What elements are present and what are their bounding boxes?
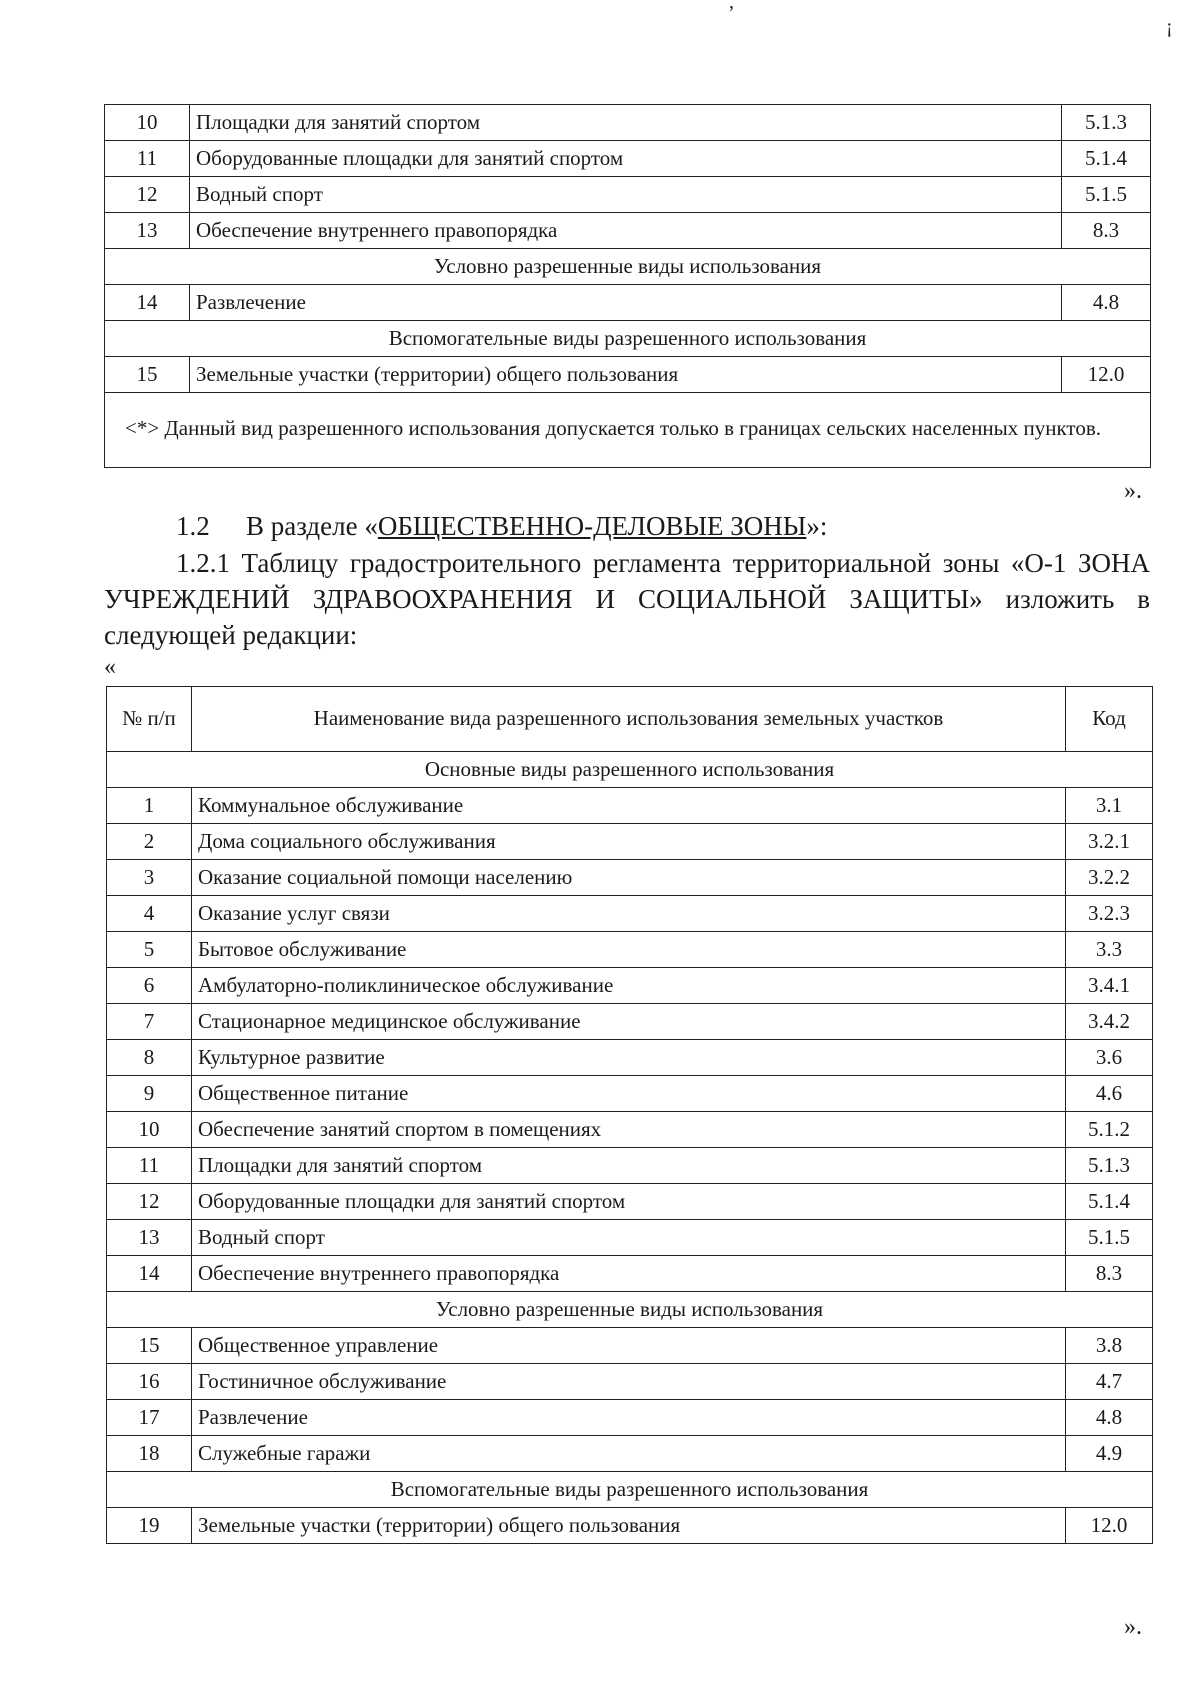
header-number: № п/п: [107, 687, 192, 752]
section-row: [105, 249, 1151, 285]
row-name: Обеспечение внутреннего правопорядка: [192, 1256, 1066, 1292]
scan-mark: ¡: [1166, 16, 1173, 38]
row-number: 15: [107, 1328, 192, 1364]
table-row: [107, 932, 1153, 968]
row-code: 8.3: [1066, 1256, 1153, 1292]
row-name: Развлечение: [190, 285, 1062, 321]
section-row: [105, 321, 1151, 357]
row-name: Водный спорт: [192, 1220, 1066, 1256]
row-number: 2: [107, 824, 192, 860]
table-row: [107, 1076, 1153, 1112]
row-name: Общественное питание: [192, 1076, 1066, 1112]
table-body: [107, 752, 1153, 1544]
closing-quote: ».: [1124, 478, 1142, 504]
row-name: Амбулаторно-поликлиническое обслуживание: [192, 968, 1066, 1004]
row-code: 4.6: [1066, 1076, 1153, 1112]
table-row: [107, 896, 1153, 932]
row-code: 12.0: [1066, 1508, 1153, 1544]
row-code: 3.4.2: [1066, 1004, 1153, 1040]
row-number: 12: [105, 177, 190, 213]
section-prefix: В разделе «: [246, 511, 378, 541]
row-name: Развлечение: [192, 1400, 1066, 1436]
row-number: 18: [107, 1436, 192, 1472]
row-name: Площадки для занятий спортом: [192, 1148, 1066, 1184]
table-row: [105, 105, 1151, 141]
row-number: 11: [107, 1148, 192, 1184]
row-code: 12.0: [1062, 357, 1151, 393]
row-code: 3.3: [1066, 932, 1153, 968]
row-name: Культурное развитие: [192, 1040, 1066, 1076]
row-number: 10: [107, 1112, 192, 1148]
row-code: 3.1: [1066, 788, 1153, 824]
table-row: [107, 860, 1153, 896]
row-name: Стационарное медицинское обслуживание: [192, 1004, 1066, 1040]
row-code: 4.7: [1066, 1364, 1153, 1400]
table-row: [107, 1112, 1153, 1148]
table-row: [107, 968, 1153, 1004]
header-code: Код: [1066, 687, 1153, 752]
row-code: 5.1.2: [1066, 1112, 1153, 1148]
table-row: [107, 1184, 1153, 1220]
row-code: 3.2.3: [1066, 896, 1153, 932]
note-row: [105, 393, 1151, 468]
opening-quote: «: [104, 654, 116, 680]
row-name: Площадки для занятий спортом: [190, 105, 1062, 141]
row-code: 3.2.2: [1066, 860, 1153, 896]
table-row: [107, 788, 1153, 824]
table-row: [105, 177, 1151, 213]
row-number: 1: [107, 788, 192, 824]
row-code: 4.8: [1062, 285, 1151, 321]
table-row: [107, 1400, 1153, 1436]
row-number: 14: [105, 285, 190, 321]
row-number: 17: [107, 1400, 192, 1436]
regulation-table-o1: [106, 686, 1153, 1544]
section-title: Условно разрешенные виды использования: [105, 249, 1151, 285]
table-row: [107, 824, 1153, 860]
row-number: 15: [105, 357, 190, 393]
row-name: Общественное управление: [192, 1328, 1066, 1364]
row-number: 13: [107, 1220, 192, 1256]
row-code: 5.1.3: [1066, 1148, 1153, 1184]
row-code: 5.1.5: [1066, 1220, 1153, 1256]
row-name: Служебные гаражи: [192, 1436, 1066, 1472]
row-name: Оказание услуг связи: [192, 896, 1066, 932]
row-number: 9: [107, 1076, 192, 1112]
row-code: 5.1.3: [1062, 105, 1151, 141]
regulation-table-continued: [104, 104, 1151, 468]
row-name: Земельные участки (территории) общего пользования: [192, 1508, 1066, 1544]
row-name: Бытовое обслуживание: [192, 932, 1066, 968]
row-number: 7: [107, 1004, 192, 1040]
row-name: Обеспечение внутреннего правопорядка: [190, 213, 1062, 249]
row-number: 11: [105, 141, 190, 177]
section-row: [107, 1472, 1153, 1508]
section-title: Вспомогательные виды разрешенного использования: [107, 1472, 1153, 1508]
table-row: [105, 357, 1151, 393]
row-number: 8: [107, 1040, 192, 1076]
row-name: Оборудованные площадки для занятий спортом: [190, 141, 1062, 177]
table-row: [107, 1328, 1153, 1364]
section-row: [107, 1292, 1153, 1328]
table-header-row: [107, 687, 1153, 752]
section-row: [107, 752, 1153, 788]
table-row: [107, 1220, 1153, 1256]
row-number: 5: [107, 932, 192, 968]
section-heading: [176, 508, 827, 544]
table-row: [107, 1004, 1153, 1040]
table-row: [105, 285, 1151, 321]
row-code: 3.8: [1066, 1328, 1153, 1364]
row-code: 4.8: [1066, 1400, 1153, 1436]
row-code: 5.1.4: [1062, 141, 1151, 177]
section-title-underlined: ОБЩЕСТВЕННО-ДЕЛОВЫЕ ЗОНЫ: [377, 511, 807, 541]
scan-mark: ’: [728, 2, 735, 24]
row-name: Гостиничное обслуживание: [192, 1364, 1066, 1400]
table-row: [107, 1256, 1153, 1292]
row-code: 3.4.1: [1066, 968, 1153, 1004]
instruction-paragraph: 1.2.1 Таблицу градостроительного регламента территориальной зоны «О-1 ЗОНА УЧРЕЖДЕНИЙ ЗДРАВООХРАНЕНИЯ И СОЦИАЛЬНОЙ ЗАЩИТЫ» изложить в следующей редакции:: [104, 548, 1150, 650]
section-suffix: »:: [806, 511, 828, 541]
row-name: Водный спорт: [190, 177, 1062, 213]
row-number: 19: [107, 1508, 192, 1544]
section-title: Вспомогательные виды разрешенного использования: [105, 321, 1151, 357]
row-number: 10: [105, 105, 190, 141]
row-code: 5.1.5: [1062, 177, 1151, 213]
row-name: Оборудованные площадки для занятий спортом: [192, 1184, 1066, 1220]
row-number: 16: [107, 1364, 192, 1400]
table-row: [107, 1508, 1153, 1544]
table-footnote: <*> Данный вид разрешенного использования допускается только в границах сельских населенных пунктов.: [105, 393, 1151, 468]
row-name: Земельные участки (территории) общего пользования: [190, 357, 1062, 393]
row-code: 5.1.4: [1066, 1184, 1153, 1220]
section-title: Основные виды разрешенного использования: [107, 752, 1153, 788]
row-name: Обеспечение занятий спортом в помещениях: [192, 1112, 1066, 1148]
row-number: 13: [105, 213, 190, 249]
row-number: 6: [107, 968, 192, 1004]
row-code: 3.2.1: [1066, 824, 1153, 860]
row-number: 14: [107, 1256, 192, 1292]
table-row: [105, 213, 1151, 249]
row-code: 4.9: [1066, 1436, 1153, 1472]
row-code: 3.6: [1066, 1040, 1153, 1076]
row-number: 12: [107, 1184, 192, 1220]
row-name: Коммунальное обслуживание: [192, 788, 1066, 824]
table-row: [105, 141, 1151, 177]
header-name: Наименование вида разрешенного использования земельных участков: [192, 687, 1066, 752]
row-name: Оказание социальной помощи населению: [192, 860, 1066, 896]
table-row: [107, 1040, 1153, 1076]
section-title: Условно разрешенные виды использования: [107, 1292, 1153, 1328]
table-row: [107, 1436, 1153, 1472]
table-row: [107, 1364, 1153, 1400]
row-code: 8.3: [1062, 213, 1151, 249]
section-number: 1.2: [176, 511, 210, 541]
table-row: [107, 1148, 1153, 1184]
row-name: Дома социального обслуживания: [192, 824, 1066, 860]
closing-quote: ».: [1124, 1614, 1142, 1640]
row-number: 3: [107, 860, 192, 896]
row-number: 4: [107, 896, 192, 932]
